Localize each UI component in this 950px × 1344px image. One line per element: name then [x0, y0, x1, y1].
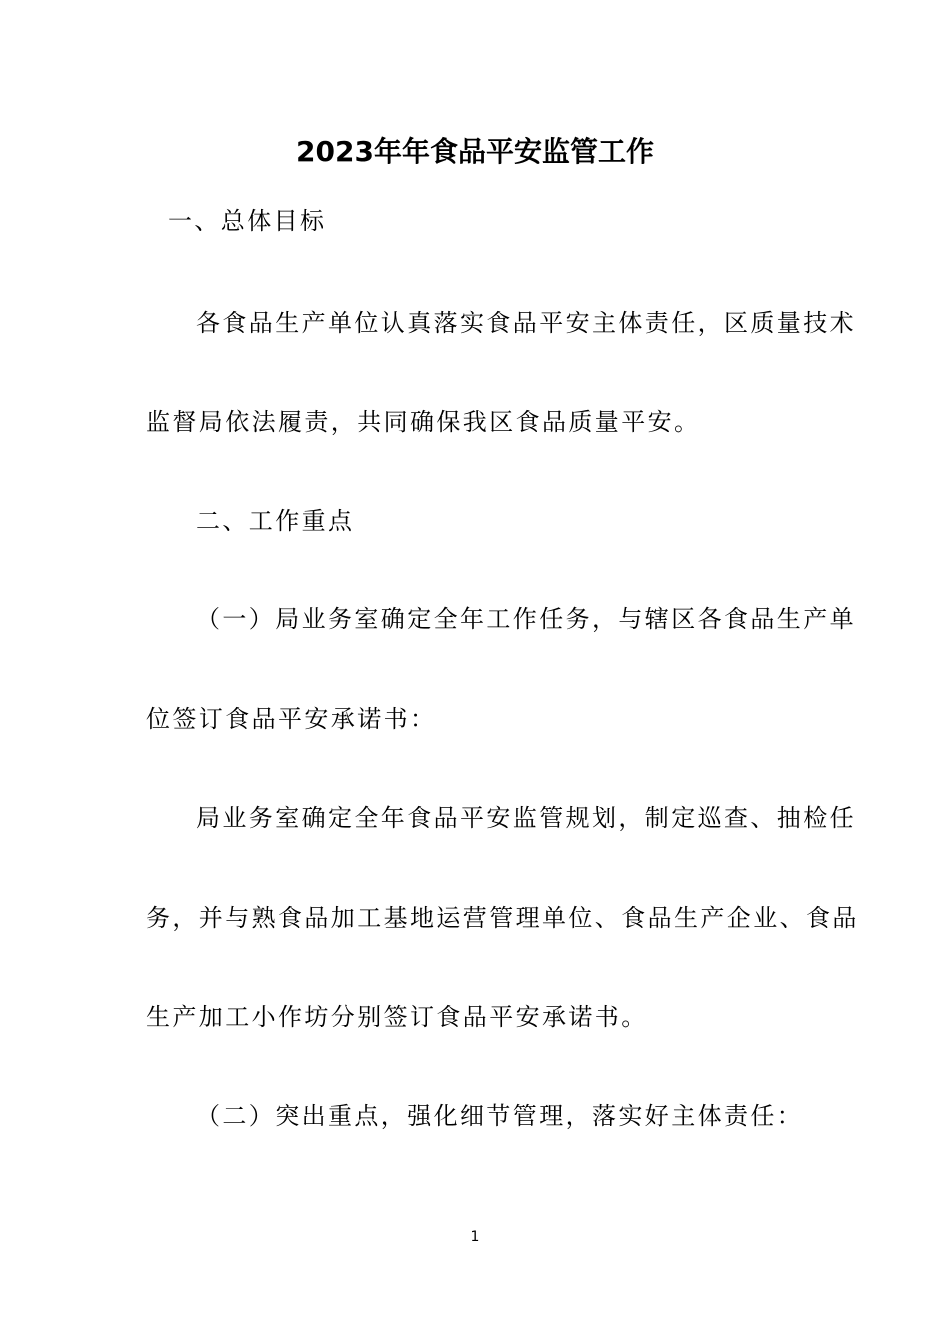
document-title: 2023年年食品平安监管工作 [296, 135, 654, 168]
paragraph-line: 局业务室确定全年食品平安监管规划，制定巡查、抽检任 [196, 804, 856, 832]
paragraph-line: 位签订食品平安承诺书： [146, 705, 437, 733]
paragraph-line: 务，并与熟食品加工基地运营管理单位、食品生产企业、食品 [146, 904, 859, 932]
paragraph-line: 生产加工小作坊分别签订食品平安承诺书。 [146, 1003, 648, 1031]
paragraph-line: 监督局依法履责，共同确保我区食品质量平安。 [146, 408, 701, 436]
paragraph-line: （二）突出重点，强化细节管理，落实好主体责任： [196, 1102, 804, 1130]
section-heading-overall-goal: 一、总体目标 [168, 207, 327, 235]
paragraph-line: 各食品生产单位认真落实食品平安主体责任，区质量技术 [196, 309, 856, 337]
section-heading-work-focus: 二、工作重点 [196, 507, 355, 535]
page-number: 1 [470, 1229, 480, 1245]
paragraph-line: （一）局业务室确定全年工作任务，与辖区各食品生产单 [196, 605, 856, 633]
